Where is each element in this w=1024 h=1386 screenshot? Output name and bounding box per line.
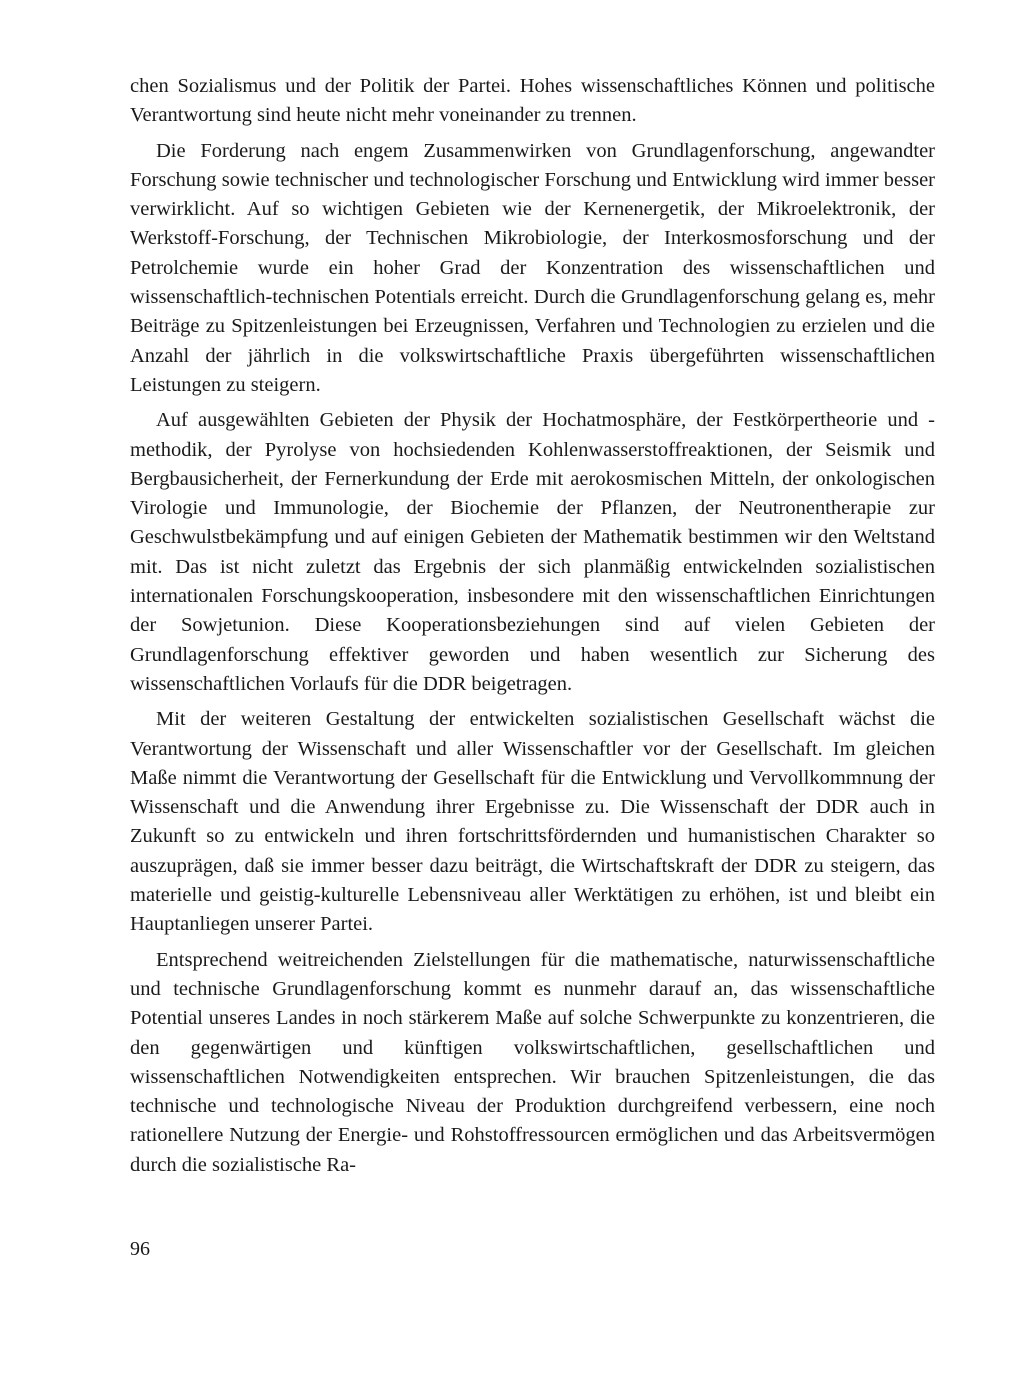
paragraph-5: Entsprechend weitreichenden Zielstellungen für die mathematische, naturwissenschaftliche und technische Grundlagenforschung kommt es nunmehr darauf an, das wissenschaftliche Potential unseres Landes in noch stärkerem Maße auf solche Schwerpunkte zu konzentrieren, die den gegenwärtigen und künftigen volkswirtschaftlichen, gesellschaftlichen und wissenschaftlichen Notwendigkeiten entsprechen. Wir brauchen Spitzenleistungen, die das technische und technologische Niveau der Produktion durchgreifend verbessern, eine noch rationellere Nutzung der Energie- und Rohstoffressourcen ermöglichen und das Arbeitsvermögen durch die sozialistische Ra- — [130, 948, 935, 1176]
paragraph-4: Mit der weiteren Gestaltung der entwickelten sozialistischen Gesellschaft wächst die Verantwortung der Wissenschaft und aller Wissenschaftler vor der Gesellschaft. Im gleichen Maße nimmt die Verantwortung der Gesellschaft für die Entwicklung und Vervollkommnung der Wissenschaft und die Anwendung ihrer Ergebnisse zu. Die Wissenschaft der DDR auch in Zukunft so zu entwickeln und ihren fortschrittsfördernden und humanistischen Charakter so auszuprägen, daß sie immer besser dazu beiträgt, die Wirtschaftskraft der DDR zu steigern, das materielle und geistig-kulturelle Lebensniveau aller Werktätigen zu erhöhen, ist und bleibt ein Hauptanliegen unserer Partei. — [130, 708, 935, 936]
paragraph-3: Auf ausgewählten Gebieten der Physik der Hochatmosphäre, der Festkörpertheorie und -methodik, der Pyrolyse von hochsiedenden Kohlenwasserstoffreaktionen, der Seismik und Bergbausicherheit, der Fernerkundung der Erde mit aerokosmischen Mitteln, der onkologischen Virologie und Immunologie, der Biochemie der Pflanzen, der Neutronentherapie zur Geschwulstbekämpfung und auf einigen Gebieten der Mathematik bestimmen wir den Weltstand mit. Das ist nicht zuletzt das Ergebnis der sich planmäßig entwickelnden sozialistischen internationalen Forschungskooperation, insbesondere mit den wissenschaftlichen Einrichtungen der Sowjetunion. Diese Kooperationsbeziehungen sind auf vielen Gebieten der Grundlagenforschung effektiver geworden und haben wesentlich zur Sicherung des wissenschaftlichen Vorlaufs für die DDR beigetragen. — [130, 409, 935, 695]
page-number: 96 — [130, 1238, 150, 1260]
body-text — [130, 72, 935, 1186]
paragraph-1: chen Sozialismus und der Politik der Partei. Hohes wissenschaftliches Können und politische Verantwortung sind heute nicht mehr voneinander zu trennen. — [130, 75, 935, 127]
paragraph-2: Die Forderung nach engem Zusammenwirken von Grundlagenforschung, angewandter Forschung sowie technischer und technologischer Forschung und Entwicklung wird immer besser verwirklicht. Auf so wichtigen Gebieten wie der Kernenergetik, der Mikroelektronik, der Werkstoff-Forschung, der Technischen Mikrobiologie, der Interkosmosforschung und der Petrolchemie wurde ein hoher Grad der Konzentration des wissenschaftlichen und wissenschaftlich-technischen Potentials erreicht. Durch die Grundlagenforschung gelang es, mehr Beiträge zu Spitzenleistungen bei Erzeugnissen, Verfahren und Technologien zu erzielen und die Anzahl der jährlich in die volkswirtschaftliche Praxis übergeführten wissenschaftlichen Leistungen zu steigern. — [130, 139, 935, 396]
